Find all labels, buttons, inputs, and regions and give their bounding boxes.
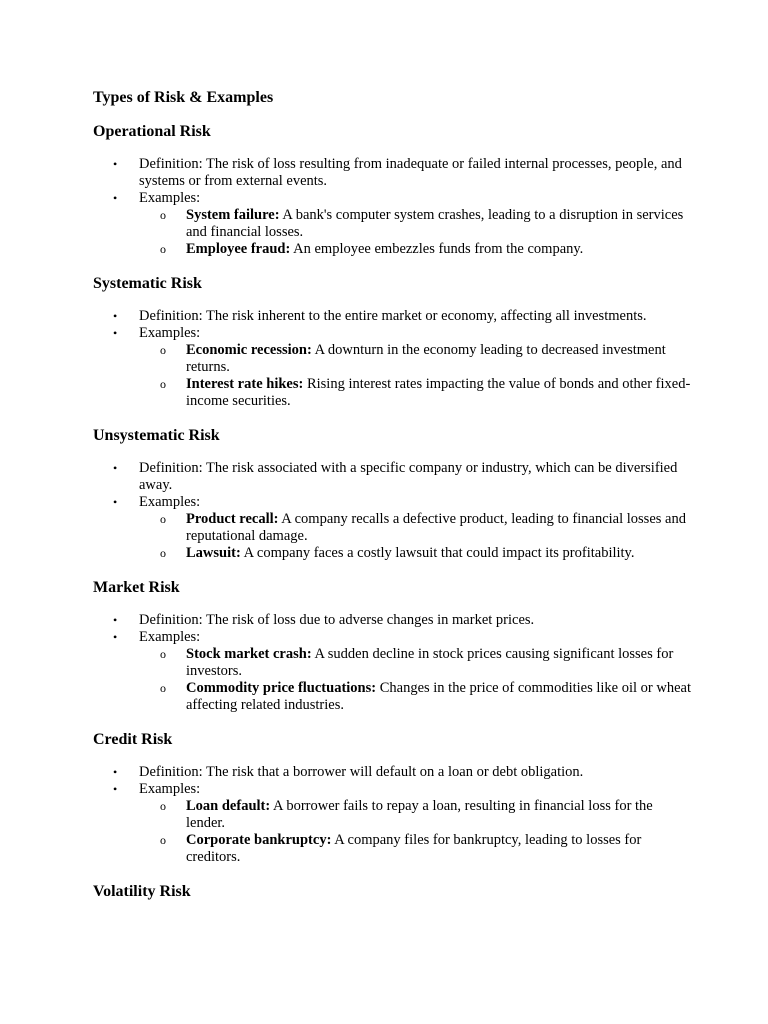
definition-item: [93, 764, 693, 781]
example-item: [139, 511, 693, 545]
example-text: A company recalls a defective product, leading to financial losses and reputational damage.: [186, 511, 686, 544]
examples-label: Examples:: [139, 190, 201, 206]
section-heading: Volatility Risk: [93, 883, 191, 900]
example-text: A borrower fails to repay a loan, resulting in financial loss for the lender.: [186, 798, 653, 831]
example-text: Changes in the price of commodities like oil or wheat affecting related industries.: [186, 680, 691, 713]
example-text: A company faces a costly lawsuit that could impact its profitability.: [240, 545, 635, 561]
section-market-risk: [93, 578, 693, 714]
definition-item: [93, 612, 693, 629]
definition-text: Definition: The risk associated with a specific company or industry, which can be diversified away.: [139, 460, 678, 493]
example-title: Corporate bankruptcy:: [186, 832, 332, 848]
document-page: [93, 88, 693, 916]
section-heading: Systematic Risk: [93, 275, 202, 292]
bullet-list: [93, 612, 693, 714]
example-item: [139, 545, 693, 562]
example-item: [139, 342, 693, 376]
examples-label: Examples:: [139, 629, 201, 645]
example-title: Product recall:: [186, 511, 279, 527]
example-item: [139, 832, 693, 866]
example-title: Interest rate hikes:: [186, 376, 304, 392]
section-operational-risk: [93, 122, 693, 258]
section-heading: Market Risk: [93, 579, 180, 596]
example-text: A bank's computer system crashes, leading to a disruption in services and financial losses.: [186, 207, 684, 240]
example-text: A company files for bankruptcy, leading to losses for creditors.: [186, 832, 642, 865]
example-text: An employee embezzles funds from the company.: [290, 241, 584, 257]
examples-list: [139, 207, 693, 258]
example-text: A downturn in the economy leading to decreased investment returns.: [186, 342, 666, 375]
bullet-list: [93, 460, 693, 562]
example-title: Lawsuit:: [186, 545, 241, 561]
bullet-list: [93, 308, 693, 410]
example-item: [139, 798, 693, 832]
examples-item: [93, 781, 693, 866]
examples-item: [93, 629, 693, 714]
section-systematic-risk: [93, 274, 693, 410]
example-title: Economic recession:: [186, 342, 312, 358]
definition-text: Definition: The risk that a borrower will default on a loan or debt obligation.: [139, 764, 584, 780]
example-title: Employee fraud:: [186, 241, 291, 257]
definition-text: Definition: The risk inherent to the entire market or economy, affecting all investments.: [139, 308, 647, 324]
section-heading: Operational Risk: [93, 123, 211, 140]
examples-item: [93, 325, 693, 410]
examples-item: [93, 494, 693, 562]
example-title: Commodity price fluctuations:: [186, 680, 377, 696]
bullet-list: [93, 764, 693, 866]
example-title: Stock market crash:: [186, 646, 312, 662]
example-item: [139, 680, 693, 714]
example-text: A sudden decline in stock prices causing significant losses for investors.: [186, 646, 674, 679]
section-credit-risk: [93, 730, 693, 866]
bullet-list: [93, 156, 693, 258]
definition-item: [93, 460, 693, 494]
examples-item: [93, 190, 693, 258]
example-item: [139, 241, 693, 258]
examples-list: [139, 342, 693, 410]
section-unsystematic-risk: [93, 426, 693, 562]
section-heading: Unsystematic Risk: [93, 427, 220, 444]
examples-label: Examples:: [139, 325, 201, 341]
section-heading: Credit Risk: [93, 731, 173, 748]
example-text: Rising interest rates impacting the value of bonds and other fixed-income securities.: [186, 376, 691, 409]
examples-label: Examples:: [139, 781, 201, 797]
definition-text: Definition: The risk of loss due to adverse changes in market prices.: [139, 612, 535, 628]
example-item: [139, 207, 693, 241]
section-volatility-risk: [93, 882, 693, 901]
example-item: [139, 646, 693, 680]
definition-text: Definition: The risk of loss resulting from inadequate or failed internal processes, people, and systems or from external events.: [139, 156, 682, 189]
examples-list: [139, 798, 693, 866]
example-item: [139, 376, 693, 410]
examples-label: Examples:: [139, 494, 201, 510]
definition-item: [93, 156, 693, 190]
definition-item: [93, 308, 693, 325]
document-title: Types of Risk & Examples: [93, 89, 274, 106]
examples-list: [139, 646, 693, 714]
example-title: System failure:: [186, 207, 280, 223]
example-title: Loan default:: [186, 798, 271, 814]
examples-list: [139, 511, 693, 562]
